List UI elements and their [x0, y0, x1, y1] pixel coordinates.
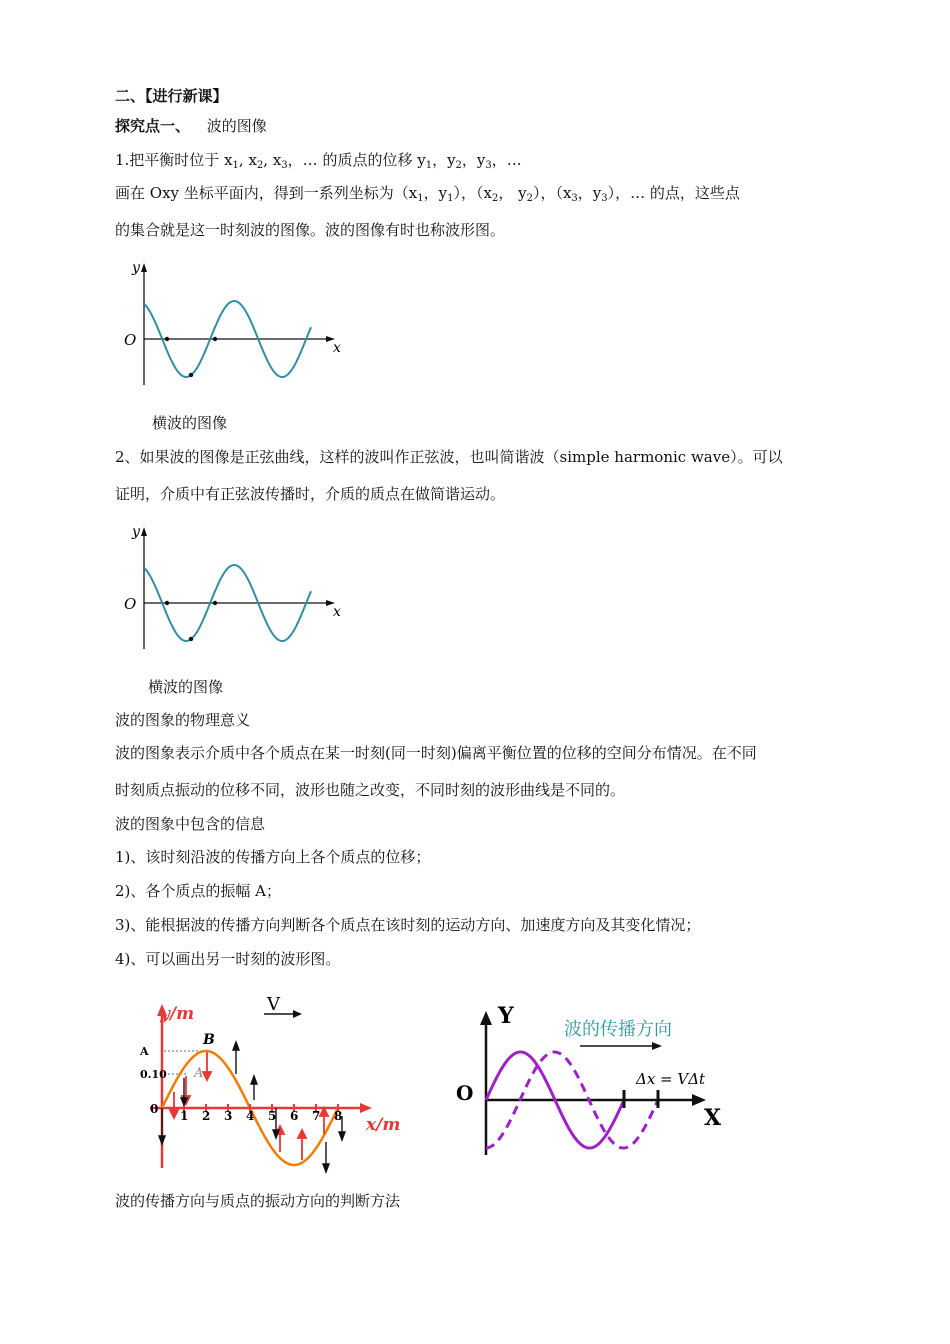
paragraph-3: 的集合就是这一时刻波的图像。波的图像有时也称波形图。 — [115, 221, 506, 239]
p1-sub: 1 — [425, 160, 433, 171]
red-arrow-head — [203, 1072, 211, 1080]
wave-point — [189, 373, 193, 377]
wave-point — [213, 337, 217, 341]
y-axis-arrow — [141, 263, 147, 272]
info-title: 波的图象中包含的信息 — [115, 815, 266, 833]
p2-sub: 3 — [571, 193, 578, 204]
wave-point — [189, 637, 193, 641]
p1-text: ，y — [432, 151, 456, 169]
wave-figure-3 — [130, 992, 430, 1182]
p2-sub: 1 — [447, 193, 454, 204]
black-arrow-head — [159, 1136, 165, 1144]
p1-sub: 1 — [232, 160, 239, 171]
amplitude-label: A — [140, 1045, 149, 1058]
x-tick-label: 4 — [246, 1109, 255, 1123]
info-item-1: 1)、该时刻沿波的传播方向上各个质点的位移； — [115, 848, 431, 866]
direction-label: 波的传播方向 — [564, 1019, 672, 1040]
info-item-3: 3)、能根据波的传播方向判断各个质点在该时刻的运动方向、加速度方向及其变化情况； — [115, 916, 701, 934]
p1-text: ，y — [461, 151, 486, 169]
wave-point — [165, 601, 169, 605]
point-b-label: B — [203, 1032, 215, 1048]
meaning-line-1: 波的图象表示介质中各个质点在某一时刻(同一时刻)偏离平衡位置的位移的空间分布情况。在不同 — [115, 744, 757, 762]
wave-point — [165, 337, 169, 341]
explore-label: 探究点一、 — [115, 117, 191, 135]
delta-label: Δx = VΔt — [636, 1070, 706, 1088]
p2-text: ），（x — [532, 184, 572, 202]
origin-label: 0 — [150, 1102, 159, 1116]
explore-topic: 波的图像 — [206, 117, 267, 135]
info-item-2: 2)、各个质点的振幅 A； — [115, 882, 281, 900]
p2-sub: 3 — [601, 193, 608, 204]
origin-label: O — [124, 595, 137, 613]
p2-sub: 2 — [491, 193, 499, 204]
p1-sub: 2 — [455, 160, 462, 171]
p1-text: , x — [263, 151, 282, 169]
red-arrow-head — [298, 1130, 306, 1138]
wave-point — [213, 601, 217, 605]
info-item-4: 4)、可以画出另一时刻的波形图。 — [115, 950, 341, 968]
origin-label: O — [124, 331, 137, 349]
red-arrow-head — [170, 1110, 178, 1118]
black-arrow-head — [323, 1164, 329, 1172]
graph-1-caption: 横波的图像 — [152, 414, 228, 432]
x-axis-arrow — [360, 1103, 372, 1113]
p2-sub: 2 — [526, 193, 533, 204]
y-label: y — [132, 260, 140, 276]
black-arrow-head — [251, 1076, 257, 1084]
wave-graph-1 — [115, 255, 345, 395]
x-axis-label: X — [704, 1105, 722, 1131]
p1-text: ，… 的质点的位移 y — [287, 151, 426, 169]
y-axis-arrow — [480, 1011, 492, 1025]
paragraph-5: 证明，介质中有正弦波传播时，介质的质点在做简谐运动。 — [115, 485, 506, 503]
p2-text: ），（x — [453, 184, 492, 202]
meaning-line-2: 时刻质点振动的位移不同，波形也随之改变，不同时刻的波形曲线是不同的。 — [115, 781, 626, 799]
p1-text: 1.把平衡时位于 x — [115, 151, 233, 169]
x-tick-label: 8 — [334, 1109, 343, 1123]
paragraph-2 — [115, 183, 740, 209]
black-arrow-head — [233, 1042, 239, 1050]
velocity-label: V — [267, 994, 280, 1015]
x-tick-label: 1 — [180, 1109, 189, 1123]
p2-text: ），… 的点，这些点 — [607, 184, 740, 202]
direction-arrow-head — [652, 1042, 662, 1050]
section-title: 二、【进行新课】 — [115, 87, 228, 105]
wave-figure-4 — [450, 1003, 730, 1173]
x-tick-label: 5 — [268, 1109, 277, 1123]
origin-label: O — [456, 1081, 474, 1105]
p2-text: ， y — [498, 184, 527, 202]
p1-sub: 3 — [485, 160, 492, 171]
p1-sub: 2 — [256, 160, 264, 171]
y-axis-label: y/m — [160, 1004, 195, 1024]
x-tick-label: 3 — [224, 1109, 233, 1123]
p2-text: ，y — [577, 184, 602, 202]
p1-sub: 3 — [281, 160, 288, 171]
meaning-title: 波的图象的物理意义 — [115, 711, 251, 729]
graph-2-caption: 横波的图像 — [148, 678, 224, 696]
p1-text: , x — [238, 151, 257, 169]
y-axis-arrow — [141, 527, 147, 536]
x-tick-label: 6 — [290, 1109, 299, 1123]
x-tick-label: 2 — [202, 1109, 211, 1123]
x-label: x — [333, 604, 341, 620]
x-tick-label: 7 — [312, 1109, 321, 1123]
p2-text: 画在 Oxy 坐标平面内，得到一系列坐标为（x — [115, 184, 418, 202]
x-label: x — [333, 340, 341, 356]
amplitude-value: 0.10 — [140, 1068, 167, 1081]
paragraph-1 — [115, 150, 522, 176]
explore-heading — [115, 116, 267, 136]
p2-sub: 1 — [417, 193, 424, 204]
velocity-arrow-head — [293, 1010, 302, 1018]
point-a-label: A — [194, 1066, 204, 1081]
black-arrow-head — [273, 1130, 279, 1138]
p2-text: ，y — [423, 184, 448, 202]
black-arrow-head — [339, 1132, 345, 1140]
wave-graph-2 — [115, 519, 345, 659]
paragraph-4: 2、如果波的图像是正弦曲线，这样的波叫作正弦波，也叫简谐波（simple harmonic wave）。可以 — [115, 448, 783, 466]
x-axis-label: x/m — [366, 1115, 401, 1135]
p1-text: ，… — [491, 151, 522, 169]
y-label: y — [132, 524, 140, 540]
final-line: 波的传播方向与质点的振动方向的判断方法 — [115, 1192, 401, 1210]
y-axis-label: Y — [498, 1003, 514, 1029]
